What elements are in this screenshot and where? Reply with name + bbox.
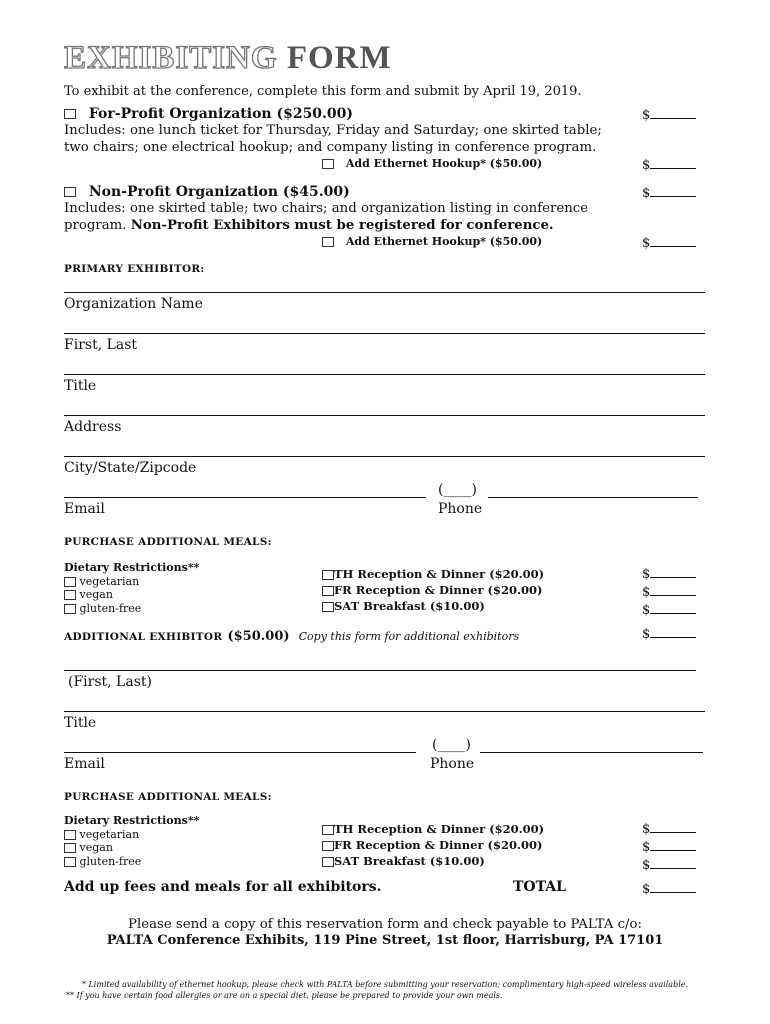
diet-option[interactable]: vegan [64,841,199,855]
additional-title-label: Title [64,715,97,731]
additional-note: Copy this form for additional exhibitors [298,630,520,643]
additional-name-input[interactable] [64,670,696,671]
total-label: TOTAL [513,879,566,895]
meal-option[interactable]: TH Reception & Dinner ($20.00) [322,566,544,582]
non-profit-ethernet[interactable] [322,235,542,248]
dietary-restrictions [64,561,199,615]
phone-label: Phone [438,501,483,517]
diet-checkbox[interactable] [64,857,76,867]
additional-exhibitor-row [64,625,519,644]
diet-option[interactable]: vegetarian [64,575,199,589]
ethernet-checkbox[interactable] [322,237,334,247]
meal-option[interactable]: FR Reception & Dinner ($20.00) [322,837,544,853]
non-profit-option[interactable] [64,184,350,200]
title-part1: EXHIBITING [64,40,278,76]
meal-option[interactable]: TH Reception & Dinner ($20.00) [322,821,544,837]
address-input[interactable] [64,415,705,416]
meal-checkbox[interactable] [322,841,334,851]
additional-area-code: (____) [432,737,471,753]
for-profit-amount[interactable]: $ [642,106,696,123]
additional-phone-label: Phone [430,756,475,772]
additional-title-input[interactable] [64,711,705,712]
meal-option[interactable]: SAT Breakfast ($10.00) [322,853,544,869]
for-profit-ethernet[interactable] [322,157,542,170]
send-line-1: Please send a copy of this reservation form and check payable to PALTA c/o: [128,917,642,932]
additional-name-label: (First, Last) [68,674,152,690]
phone-area-code: (____) [438,482,477,498]
for-profit-desc-1: Includes: one lunch ticket for Thursday, Friday and Saturday; one skirted table; [64,123,602,138]
for-profit-desc-2: two chairs; one electrical hookup; and company listing in conference program. [64,140,597,155]
org-input[interactable] [64,292,705,293]
meal-options [322,566,544,614]
non-profit-desc-2a: program. [64,218,127,233]
diet-checkbox[interactable] [64,830,76,840]
non-profit-desc-2 [64,217,554,234]
name-input[interactable] [64,333,705,334]
email-input[interactable] [64,497,426,498]
address-label: Address [64,419,122,435]
footnote-2: ** If you have certain food allergies or are on a special diet, please be prepared to provide your own meals. [66,991,503,1000]
diet-option[interactable]: vegan [64,588,199,602]
non-profit-desc-2b: Non-Profit Exhibitors must be registered for conference. [130,218,554,233]
total-instruction: Add up fees and meals for all exhibitors. [64,879,382,895]
meal-checkbox[interactable] [322,825,334,835]
name-label: First, Last [64,337,138,353]
non-profit-ethernet-amount[interactable]: $ [642,234,696,251]
for-profit-checkbox[interactable] [64,109,76,119]
diet-checkbox[interactable] [64,843,76,853]
ethernet-checkbox[interactable] [322,159,334,169]
for-profit-ethernet-amount[interactable]: $ [642,156,696,173]
for-profit-option[interactable] [64,106,353,122]
title-label: Title [64,378,97,394]
intro-text: To exhibit at the conference, complete this form and submit by April 19, 2019. [64,84,582,99]
non-profit-label: Non-Profit Organization ($45.00) [88,184,350,200]
meals-heading: PURCHASE ADDITIONAL MEALS: [64,791,272,803]
ethernet-label: Add Ethernet Hookup* ($50.00) [345,235,543,248]
additional-price: ($50.00) [227,629,290,644]
city-label: City/State/Zipcode [64,460,197,476]
non-profit-amount[interactable]: $ [642,184,696,201]
meal-option[interactable]: FR Reception & Dinner ($20.00) [322,582,544,598]
meal-checkbox[interactable] [322,570,334,580]
non-profit-checkbox[interactable] [64,187,76,197]
dietary-heading: Dietary Restrictions** [64,814,200,827]
meal-checkbox[interactable] [322,586,334,596]
send-line-2: PALTA Conference Exhibits, 119 Pine Street, 1st floor, Harrisburg, PA 17101 [106,933,664,948]
meals-heading: PURCHASE ADDITIONAL MEALS: [64,536,272,548]
meal-amounts[interactable]: $ $ $ [642,820,696,874]
additional-email-label: Email [64,756,105,772]
non-profit-desc-1: Includes: one skirted table; two chairs; and organization listing in conference [64,201,589,216]
for-profit-label: For-Profit Organization ($250.00) [88,106,354,122]
title-input[interactable] [64,374,705,375]
meal-amounts[interactable]: $ $ $ [642,565,696,619]
diet-checkbox[interactable] [64,604,76,614]
meal-options [322,821,544,869]
diet-checkbox[interactable] [64,577,76,587]
diet-checkbox[interactable] [64,590,76,600]
org-label: Organization Name [64,296,203,312]
primary-heading: PRIMARY EXHIBITOR: [64,263,205,275]
additional-phone-input[interactable] [480,752,703,753]
additional-heading: ADDITIONAL EXHIBITOR [64,631,223,643]
title-part2: FORM [286,40,392,76]
diet-option[interactable]: gluten-free [64,855,199,869]
phone-input[interactable] [488,497,698,498]
page-title [64,40,392,77]
additional-amount[interactable]: $ [642,625,696,642]
additional-email-input[interactable] [64,752,416,753]
diet-option[interactable]: vegetarian [64,828,199,842]
meal-option[interactable]: SAT Breakfast ($10.00) [322,598,544,614]
city-input[interactable] [64,456,705,457]
footnote-1: * Limited availability of ethernet hookup, please check with PALTA before submitting your reservation; complimentary high-speed wireless available. [81,980,689,989]
meal-checkbox[interactable] [322,602,334,612]
meal-checkbox[interactable] [322,857,334,867]
diet-option[interactable]: gluten-free [64,602,199,616]
email-label: Email [64,501,105,517]
dietary-heading: Dietary Restrictions** [64,561,200,574]
total-amount[interactable]: $ [642,880,696,897]
dietary-restrictions [64,814,199,868]
ethernet-label: Add Ethernet Hookup* ($50.00) [345,157,543,170]
